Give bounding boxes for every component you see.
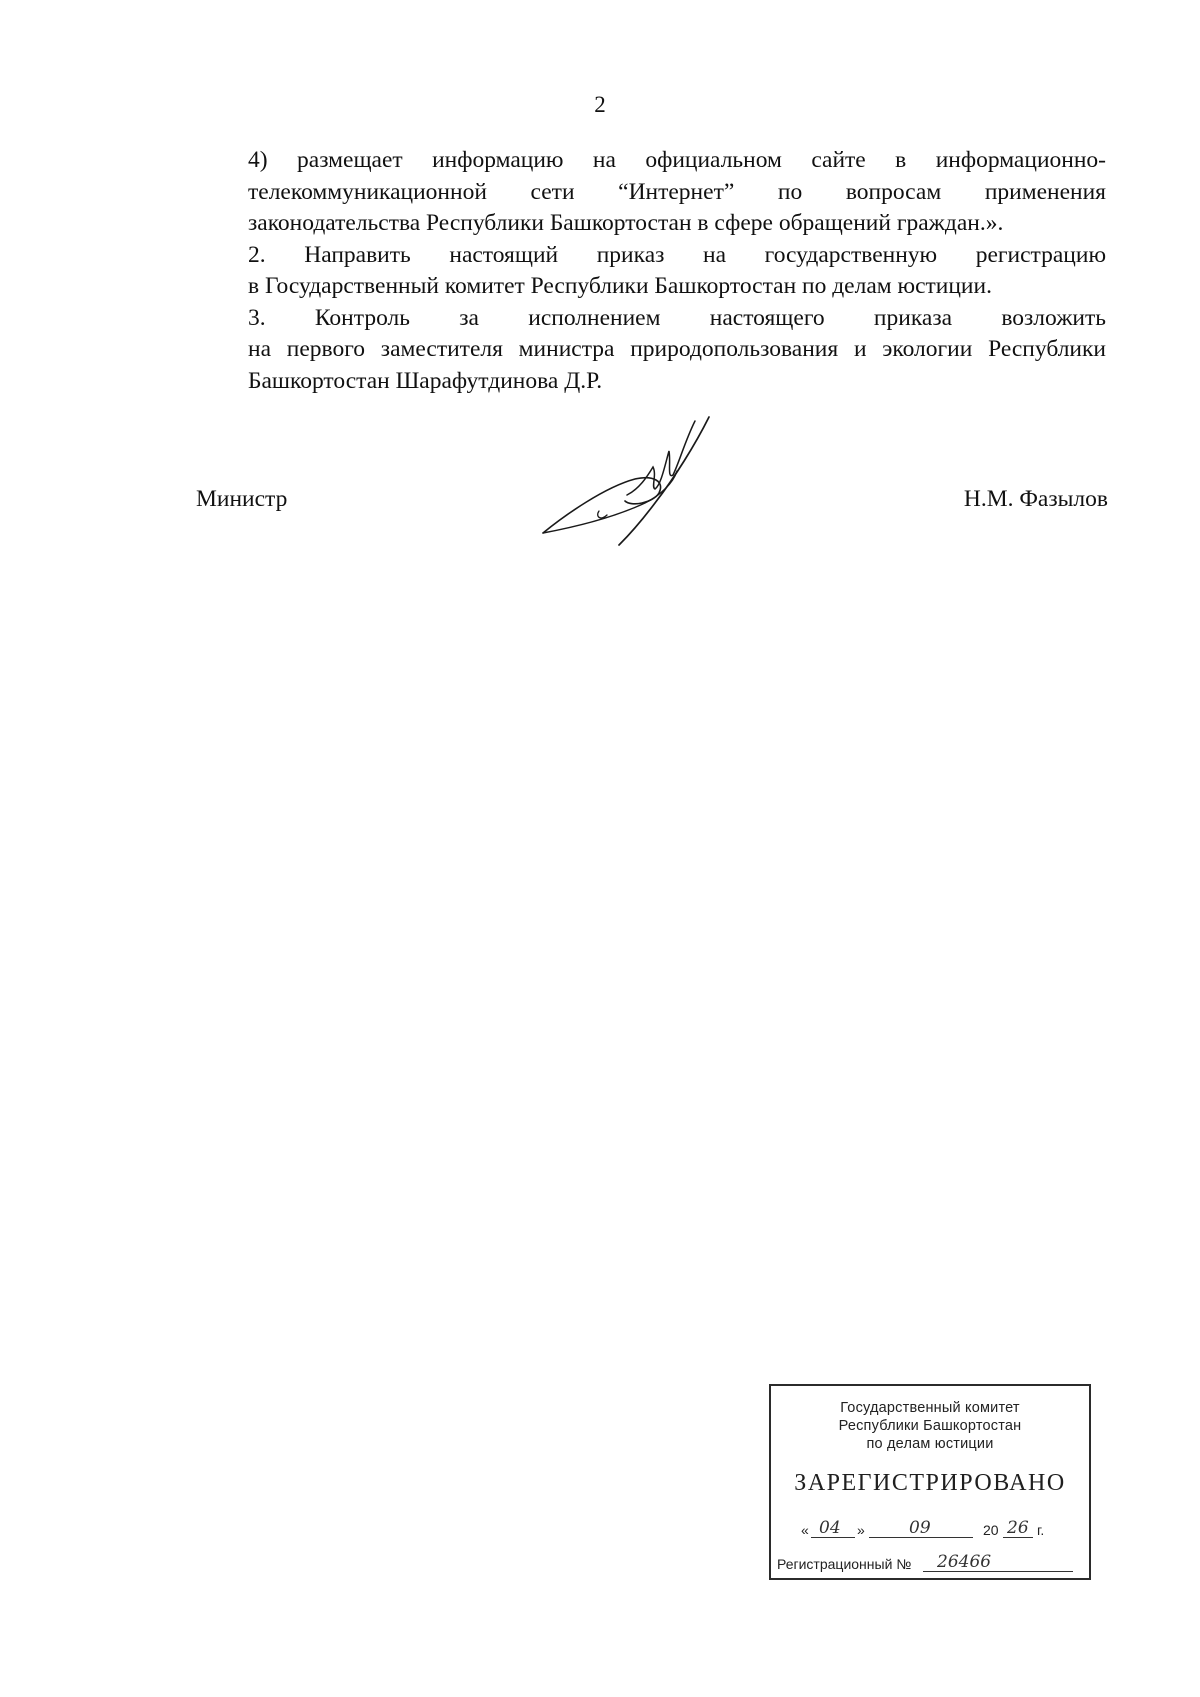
open-quote: « [801,1522,809,1538]
text-line: на первого заместителя министра природопользования и экологии Республики [248,336,1106,362]
paragraph-3 [176,303,1106,398]
stamp-authority-line: Государственный комитет [840,1400,1020,1416]
stamp-day: 04 [819,1518,841,1538]
stamp-reg-label: Регистрационный № [777,1556,912,1572]
registration-stamp [769,1384,1091,1580]
stamp-authority-line: Республики Башкортостан [838,1418,1022,1434]
document-body [176,145,1106,397]
text-line: законодательства Республики Башкортостан в сфере обращений граждан.». [248,210,1004,236]
stamp-authority-line: по делам юстиции [866,1436,994,1452]
stamp-year-unit: г. [1037,1522,1045,1538]
text-line: в Государственный комитет Республики Башкортостан по делам юстиции. [248,273,992,299]
text-line: 2. Направить настоящий приказ на государственную регистрацию [248,241,1106,268]
signer-name: Н.М. Фазылов [963,486,1108,512]
stamp-registered-label: ЗАРЕГИСТРИРОВАНО [794,1470,1066,1496]
page-number: 2 [594,92,606,117]
stamp-month: 09 [909,1518,931,1538]
stamp-year-suffix: 26 [1007,1518,1029,1538]
text-line: телекоммуникационной сети “Интернет” по вопросам применения [248,178,1106,205]
close-quote: » [857,1522,865,1538]
stamp-date [801,1514,1071,1540]
stamp-registration-number [777,1550,1077,1574]
paragraph-item-4 [176,145,1106,240]
signer-title: Министр [196,486,288,512]
text-line: Башкортостан Шарафутдинова Д.Р. [248,367,603,394]
text-line: 4) размещает информацию на официальном сайте в информационно- [248,147,1106,173]
text-line: 3. Контроль за исполнением настоящего приказа возложить [248,304,1106,331]
stamp-reg-number: 26466 [937,1552,992,1572]
stamp-year-prefix: 20 [983,1522,999,1538]
handwritten-signature [535,415,775,550]
paragraph-2 [176,240,1106,303]
